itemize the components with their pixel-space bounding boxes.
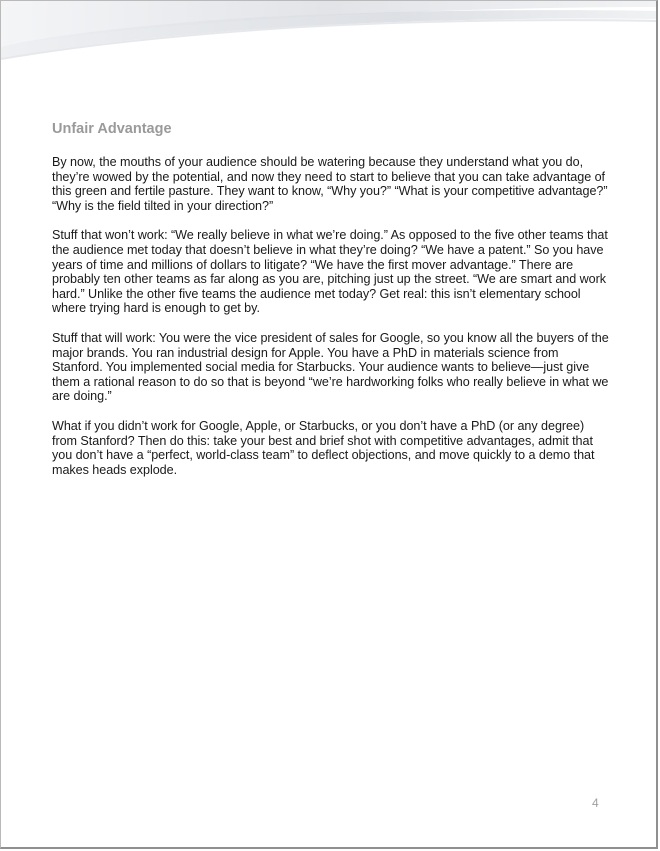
- page-number: 4: [592, 796, 599, 810]
- paragraph-intro: By now, the mouths of your audience should be watering because they understand what you do, they’re wowed by the potential, and now they need to start to believe that you can take advantage of this green and fertile pasture. They want to know, “Why you?” “What is your competitive advantage?” “Why is the field tilted in your direction?”: [52, 155, 608, 213]
- paragraph-what-if: What if you didn’t work for Google, Apple, or Starbucks, or you don’t have a PhD (or any degree) from Stanford? Then do this: take your best and brief shot with competitive advantages, admit that you don’t have a “perfect, world-class team” to deflect objections, and move quickly to a demo that makes heads explode.: [52, 418, 595, 477]
- document-body: [52, 120, 612, 492]
- paragraph-will-work: Stuff that will work: You were the vice president of sales for Google, so you know all the buyers of the major brands. You ran industrial design for Apple. You have a PhD in materials science from Stanford. You implemented social media for Starbucks. Your audience wants to believe—just give them a rational reason to do so that is beyond “we’re hardworking folks who really believe in what we are doing.”: [52, 330, 609, 404]
- paragraph-wont-work: Stuff that won’t work: “We really believe in what we’re doing.” As opposed to the five other teams that the audience met today that doesn’t believe in what they’re doing? “We have a patent.” So you have years of time and millions of dollars to litigate? “We have the first mover advantage.” There are probably ten other teams as far along as you are, pitching just up the street. “We are smart and work hard.” Unlike the other five teams the audience met today? Get real: this isn’t elementary school where trying hard is enough to get by.: [52, 228, 608, 316]
- header-swoosh-graphic: [1, 1, 657, 81]
- section-heading: Unfair Advantage: [52, 121, 172, 137]
